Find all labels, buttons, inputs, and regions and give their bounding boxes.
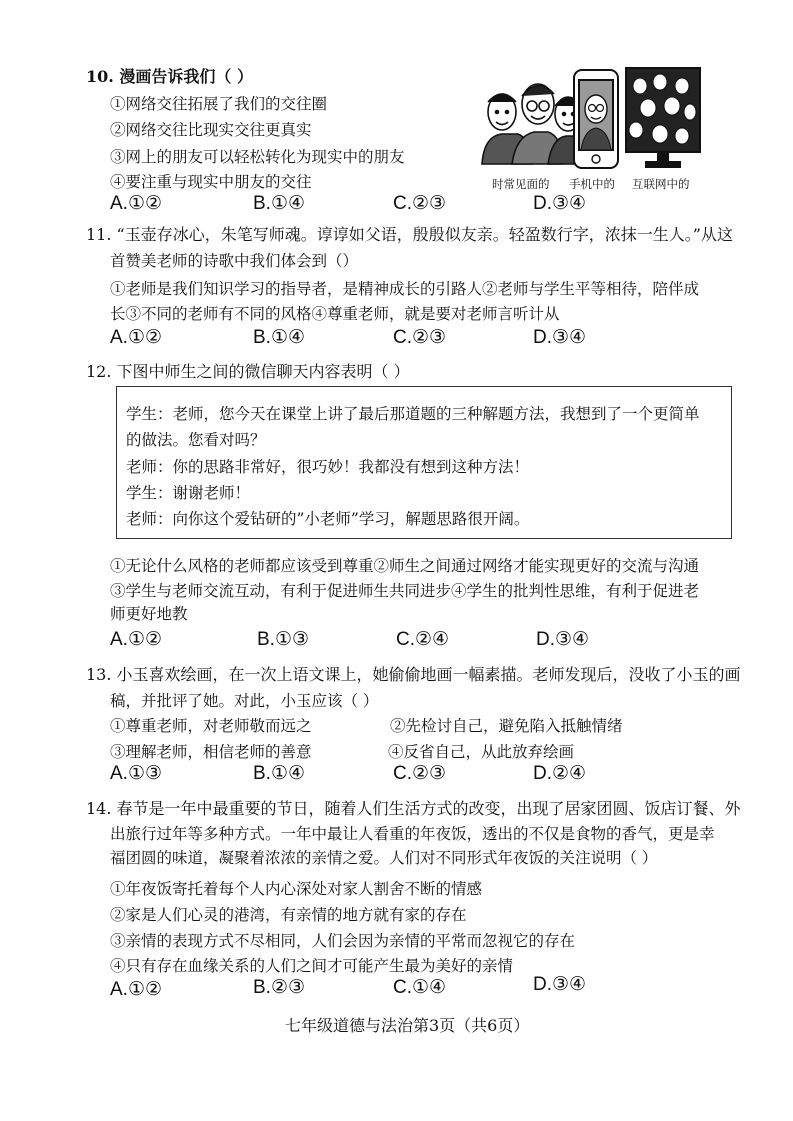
q11-line-2: 首赞美老师的诗歌中我们体会到（） bbox=[110, 252, 359, 270]
caption-friends: 时常见面的 bbox=[492, 177, 550, 191]
q14-option-4: ④只有存在血缘关系的人们之间才可能产生最为美好的亲情 bbox=[110, 957, 514, 975]
q13-line-2: 稿，并批评了她。对此，小玉应该（ ） bbox=[110, 692, 379, 710]
q12-option-line-3: 师更好地教 bbox=[110, 605, 188, 623]
q14-choice-b: B.②③ bbox=[253, 977, 306, 998]
q12-option-line-1: ①无论什么风格的老师都应该受到尊重②师生之间通过网络才能实现更好的交流与沟通 bbox=[110, 557, 700, 575]
q13-option-2: ②先检讨自己，避免陷入抵触情绪 bbox=[390, 717, 623, 735]
chat-line-4: 学生：谢谢老师！ bbox=[126, 484, 251, 502]
q10-option-3: ③网上的朋友可以轻松转化为现实中的朋友 bbox=[110, 148, 405, 166]
q11-choice-a: A.①② bbox=[110, 327, 163, 348]
q14-choice-c: C.①④ bbox=[393, 977, 447, 998]
q11-line-3: ①老师是我们知识学习的指导者，是精神成长的引路人②老师与学生平等相待，陪伴成 bbox=[110, 280, 700, 298]
q12-choice-a: A.①② bbox=[110, 629, 163, 650]
q10-choice-a: A.①② bbox=[110, 193, 163, 214]
caption-internet: 互联网中的 bbox=[632, 177, 690, 191]
q12-choice-b: B.①③ bbox=[257, 629, 310, 650]
q14-line-1: 14. 春节是一年中最重要的节日，随着人们生活方式的改变，出现了居家团圆、饭店订餐、外 bbox=[86, 799, 741, 818]
q10-title: 10. 漫画告诉我们（ ） bbox=[86, 67, 253, 86]
q13-option-3: ③理解老师，相信老师的善意 bbox=[110, 743, 312, 761]
caption-phone: 手机中的 bbox=[569, 177, 615, 191]
q14-option-1: ①年夜饭寄托着每个人内心深处对家人割舍不断的情感 bbox=[110, 880, 483, 898]
q11-choice-b: B.①④ bbox=[253, 327, 306, 348]
q13-choice-c: C.②③ bbox=[393, 763, 447, 784]
q11-choice-c: C.②③ bbox=[393, 327, 447, 348]
chat-line-2: 的做法。您看对吗？ bbox=[126, 431, 266, 449]
q12-option-line-2: ③学生与老师交流互动，有利于促进师生共同进步④学生的批判性思维，有利于促进老 bbox=[110, 582, 700, 600]
q14-choice-d: D.③④ bbox=[533, 974, 587, 995]
chat-line-5: 老师：向你这个爱钻研的”小老师”学习，解题思路很开阔。 bbox=[126, 510, 530, 528]
q13-option-1: ①尊重老师，对老师敬而远之 bbox=[110, 717, 312, 735]
page-footer: 七年级道德与法治第3页（共6页） bbox=[285, 1016, 530, 1035]
q12-title: 12. 下图中师生之间的微信聊天内容表明（ ） bbox=[86, 362, 410, 381]
q10-option-1: ①网络交往拓展了我们的交往圈 bbox=[110, 95, 328, 113]
q11-line-1: 11. “玉壶存冰心，朱笔写师魂。谆谆如父语，殷殷似友亲。轻盈数行字，浓抹一生人。”从这 bbox=[86, 225, 733, 244]
q12-choice-d: D.③④ bbox=[536, 629, 590, 650]
q10-choice-d: D.③④ bbox=[533, 193, 587, 214]
q10-choice-c: C.②③ bbox=[393, 193, 447, 214]
q10-option-4: ④要注重与现实中朋友的交往 bbox=[110, 173, 312, 191]
q14-line-3: 福团圆的味道，凝聚着浓浓的亲情之爱。人们对不同形式年夜饭的关注说明（ ） bbox=[110, 849, 658, 867]
q11-choice-d: D.③④ bbox=[533, 327, 587, 348]
q14-choice-a: A.①② bbox=[110, 979, 163, 1000]
comic-illustration bbox=[478, 64, 703, 172]
q13-choice-a: A.①③ bbox=[110, 763, 163, 784]
q14-option-3: ③亲情的表现方式不尽相同，人们会因为亲情的平常而忽视它的存在 bbox=[110, 932, 576, 950]
phone-figure bbox=[574, 70, 618, 168]
q14-option-2: ②家是人们心灵的港湾，有亲情的地方就有家的存在 bbox=[110, 906, 467, 924]
monitor-figure bbox=[626, 68, 700, 167]
q10-choice-b: B.①④ bbox=[253, 193, 306, 214]
q13-line-1: 13. 小玉喜欢绘画，在一次上语文课上，她偷偷地画一幅素描。老师发现后，没收了小玉的画 bbox=[86, 665, 741, 684]
q12-choice-c: C.②④ bbox=[396, 629, 450, 650]
q10-option-2: ②网络交往比现实交往更真实 bbox=[110, 121, 312, 139]
q13-choice-d: D.②④ bbox=[533, 763, 587, 784]
chat-line-3: 老师：你的思路非常好，很巧妙！我都没有想到这种方法！ bbox=[126, 458, 530, 476]
q14-line-2: 出旅行过年等多种方式。一年中最让人看重的年夜饭，透出的不仅是食物的香气，更是幸 bbox=[110, 825, 715, 843]
q11-line-4: 长③不同的老师有不同的风格④尊重老师，就是要对老师言听计从 bbox=[110, 305, 560, 323]
q13-choice-b: B.①④ bbox=[253, 763, 306, 784]
chat-line-1: 学生：老师，您今天在课堂上讲了最后那道题的三种解题方法，我想到了一个更简单 bbox=[126, 405, 700, 423]
q13-option-4: ④反省自己，从此放弃绘画 bbox=[388, 743, 575, 761]
friends-figure bbox=[482, 84, 586, 164]
